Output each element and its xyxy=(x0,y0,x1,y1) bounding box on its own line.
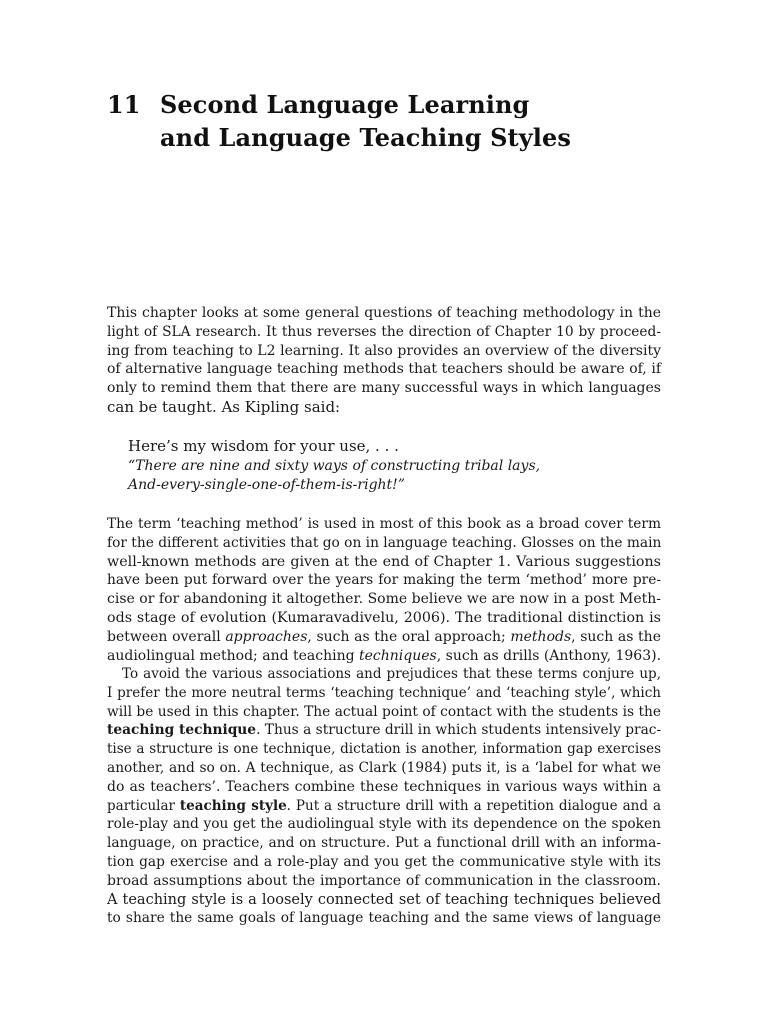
technique-paragraph xyxy=(107,665,661,928)
text-line: tise a structure is one technique, dictation is another, information gap exercises xyxy=(107,741,661,758)
text-line xyxy=(107,628,661,647)
emphasis-approaches: approaches xyxy=(225,628,308,645)
text-line: role-play and you get the audiolingual style with its dependence on the spoken xyxy=(107,816,661,833)
quote-line-3: And-every-single-one-of-them-is-right!” xyxy=(128,477,405,493)
text-line: ing from teaching to L2 learning. It also provides an overview of the diversity xyxy=(107,342,661,359)
text-line: of alternative language teaching methods that teachers should be aware of, if xyxy=(107,361,661,378)
text-line: for the different activities that go on in language teaching. Glosses on the main xyxy=(107,534,662,551)
text-line: The term ‘teaching method’ is used in most of this book as a broad cover term xyxy=(107,516,661,532)
text-line: tion gap exercise and a role-play and you get the communicative style with its xyxy=(107,853,661,870)
text-line: light of SLA research. It thus reverses the direction of Chapter 10 by proceed- xyxy=(107,323,661,340)
chapter-title xyxy=(160,88,571,154)
text-line: can be taught. As Kipling said: xyxy=(107,397,341,416)
text-line: another, and so on. A technique, as Clark (1984) puts it, is a ‘label for what we xyxy=(107,759,661,776)
text-line: To avoid the various associations and prejudices that these terms conjure up, xyxy=(122,666,661,682)
text-line: This chapter looks at some general questions of teaching methodology in the xyxy=(107,305,661,321)
text-line: A teaching style is a loosely connected set of teaching techniques believed xyxy=(107,891,661,908)
text-line: broad assumptions about the importance of communication in the classroom. xyxy=(107,872,661,889)
text-run: . Put a structure drill with a repetition dialogue and a xyxy=(286,797,661,814)
text-line: well-known methods are given at the end of Chapter 1. Various suggestions xyxy=(107,553,661,570)
quote-line-1: Here’s my wisdom for your use, . . . xyxy=(128,437,399,455)
text-line: have been put forward over the years for making the term ‘method’ more pre- xyxy=(107,572,661,589)
text-line xyxy=(107,647,661,666)
intro-paragraph xyxy=(107,304,661,417)
text-line: do as teachers’. Teachers combine these techniques in various ways within a xyxy=(107,778,661,795)
text-line: ods stage of evolution (Kumaravadivelu, 2006). The traditional distinction is xyxy=(107,609,661,626)
text-line: will be used in this chapter. The actual point of contact with the students is the xyxy=(107,703,661,720)
text-line: I prefer the more neutral terms ‘teaching technique’ and ‘teaching style’, which xyxy=(107,684,661,701)
chapter-title-line-2: and Language Teaching Styles xyxy=(160,123,571,152)
text-line: only to remind them that there are many successful ways in which languages xyxy=(107,380,661,397)
emphasis-techniques: techniques xyxy=(359,647,437,664)
text-line: language, on practice, and on structure. Put a functional drill with an informa- xyxy=(107,835,661,852)
text-run: . Thus a structure drill in which students intensively prac- xyxy=(256,722,662,739)
text-run: particular xyxy=(107,797,180,814)
text-line: cise or for abandoning it altogether. Some believe we are now in a post Meth- xyxy=(107,591,661,608)
kipling-quote xyxy=(128,437,540,496)
text-run: audiolingual method; and teaching xyxy=(107,647,360,664)
emphasis-methods: methods xyxy=(510,628,572,645)
method-paragraph xyxy=(107,515,661,665)
chapter-title-line-1: Second Language Learning xyxy=(160,90,530,119)
text-line xyxy=(107,797,661,816)
term-teaching-style: teaching style xyxy=(179,797,287,814)
text-line xyxy=(107,721,661,740)
text-run: , such as the oral approach; xyxy=(307,628,511,645)
text-run: between overall xyxy=(107,628,226,645)
text-line: to share the same goals of language teaching and the same views of language xyxy=(107,910,661,927)
text-run: , such as the xyxy=(571,628,661,645)
text-run: , such as drills (Anthony, 1963). xyxy=(436,647,662,664)
quote-line-2: “There are nine and sixty ways of constructing tribal lays, xyxy=(128,457,541,474)
term-teaching-technique: teaching technique xyxy=(107,722,257,739)
chapter-number: 11 xyxy=(107,90,141,119)
